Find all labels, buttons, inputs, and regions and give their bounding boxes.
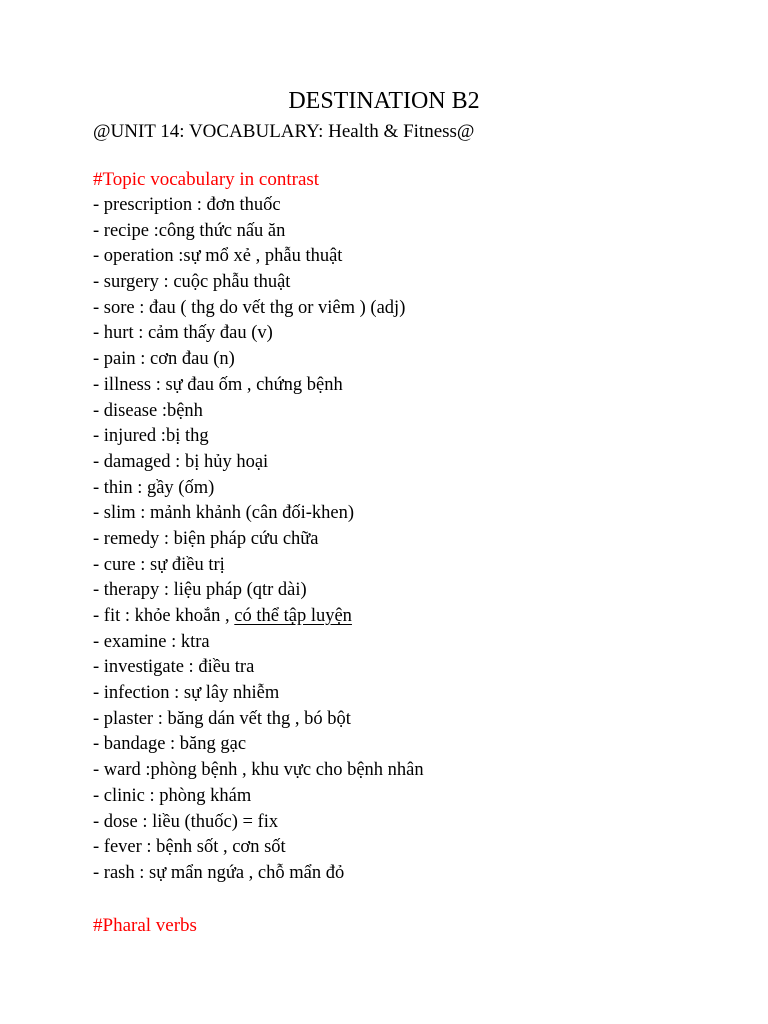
vocab-item <box>93 630 424 656</box>
vocab-item-text: - damaged : bị hủy hoại <box>93 451 269 472</box>
vocab-item-text: - thin : gầy (ốm) <box>93 477 215 498</box>
vocabulary-list <box>93 193 424 887</box>
vocab-item <box>93 476 424 502</box>
vocab-item <box>93 373 424 399</box>
vocab-item-text: - sore : đau ( thg do vết thg or viêm ) (adj) <box>93 297 406 318</box>
vocab-item-text: - plaster : băng dán vết thg , bó bột <box>93 708 351 729</box>
vocab-item-text: - remedy : biện pháp cứu chữa <box>93 528 319 549</box>
vocab-item-text: - pain : cơn đau (n) <box>93 349 235 370</box>
vocab-item <box>93 424 424 450</box>
vocab-item-text: - therapy : liệu pháp (qtr dài) <box>93 580 307 601</box>
vocab-item <box>93 604 424 630</box>
vocab-item <box>93 296 424 322</box>
vocab-item-text: - surgery : cuộc phẫu thuật <box>93 272 291 293</box>
vocab-item <box>93 347 424 373</box>
vocab-item <box>93 681 424 707</box>
vocab-item <box>93 450 424 476</box>
section-heading-phrasal-verbs: #Pharal verbs <box>93 915 197 936</box>
section-heading-topic-vocabulary: #Topic vocabulary in contrast <box>93 169 320 190</box>
vocab-item-text: - operation :sự mổ xẻ , phẫu thuật <box>93 246 343 267</box>
vocab-item <box>93 732 424 758</box>
vocab-item-text: - fever : bệnh sốt , cơn sốt <box>93 837 286 858</box>
vocab-item-text: - clinic : phòng khám <box>93 785 252 806</box>
vocab-item-text: - rash : sự mẩn ngứa , chỗ mẩn đỏ <box>93 862 345 883</box>
vocab-item-underlined-text: có thể tập luyện <box>234 606 352 626</box>
vocab-item <box>93 784 424 810</box>
vocab-item-text: - examine : ktra <box>93 631 210 652</box>
vocab-item <box>93 861 424 887</box>
vocab-item <box>93 244 424 270</box>
vocab-item-text: - dose : liều (thuốc) = fix <box>93 811 279 832</box>
vocab-item-text: - fit : khỏe khoắn , <box>93 606 235 626</box>
vocab-item <box>93 321 424 347</box>
vocab-item-text: - injured :bị thg <box>93 426 209 447</box>
vocab-item-text: - investigate : điều tra <box>93 657 255 678</box>
vocab-item <box>93 527 424 553</box>
vocab-item-text: - illness : sự đau ốm , chứng bệnh <box>93 374 343 395</box>
unit-heading: @UNIT 14: VOCABULARY: Health & Fitness@ <box>93 121 475 142</box>
vocab-item-text: - prescription : đơn thuốc <box>93 195 281 215</box>
vocab-item <box>93 501 424 527</box>
vocab-item <box>93 707 424 733</box>
vocab-item <box>93 655 424 681</box>
document-title: DESTINATION B2 <box>288 88 480 114</box>
vocab-item <box>93 219 424 245</box>
vocab-item-text: - slim : mảnh khảnh (cân đối-khen) <box>93 503 354 524</box>
vocab-item <box>93 399 424 425</box>
vocab-item <box>93 835 424 861</box>
vocab-item-text: - bandage : băng gạc <box>93 734 247 755</box>
vocab-item <box>93 193 424 219</box>
vocab-item <box>93 758 424 784</box>
vocab-item <box>93 553 424 579</box>
vocab-item-text: - cure : sự điều trị <box>93 554 225 575</box>
vocab-item <box>93 810 424 836</box>
vocab-item-text: - recipe :công thức nấu ăn <box>93 220 286 241</box>
vocab-item-text: - hurt : cảm thấy đau (v) <box>93 323 273 344</box>
vocab-item <box>93 578 424 604</box>
vocab-item-text: - ward :phòng bệnh , khu vực cho bệnh nhân <box>93 760 424 781</box>
vocab-item-text: - disease :bệnh <box>93 400 203 421</box>
vocab-item <box>93 270 424 296</box>
vocab-item-text: - infection : sự lây nhiễm <box>93 683 280 704</box>
